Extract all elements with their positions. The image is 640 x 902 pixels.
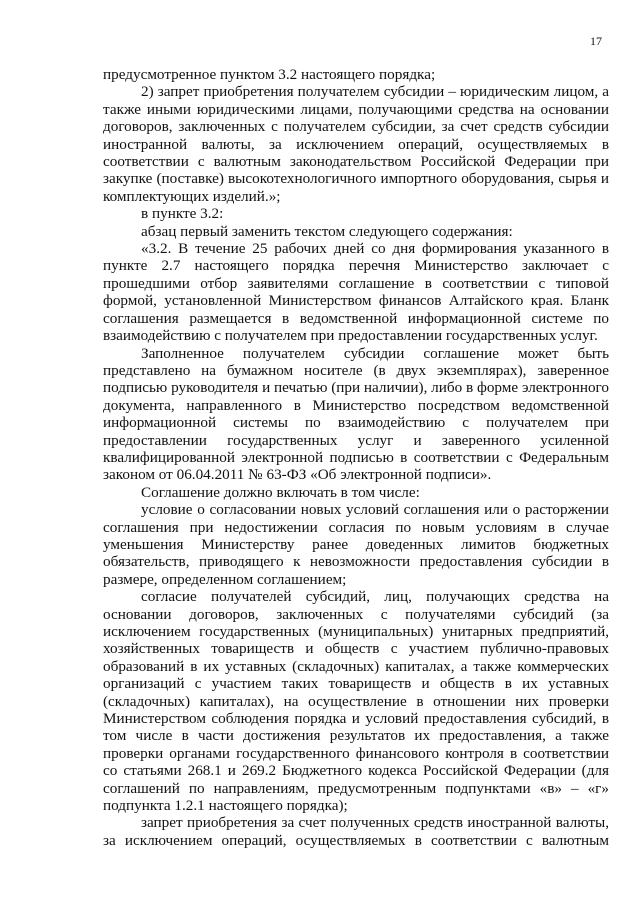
paragraph: абзац первый заменить текстом следующего содержания: — [141, 222, 513, 240]
paragraph: согласие получателей субсидий, лиц, получающих средства на основании договоров, заключенных с получателями субсидий (за исключением государственных (муниципальных) унитарных предприятий, хозяйственных товариществ и обществ с участием публично-правовых образований в их уставных (складочных) капиталах, а также коммерческих организаций с участием таких товариществ и обществ в их уставных (складочных) капиталах), на осуществление в отношении них проверки Министерством соблюдения порядка и условий предоставления субсидий, в том числе в части достижения результатов их предоставления, а также проверки органами государственного финансового контроля в соответствии со статьями 268.1 и 269.2 Бюджетного кодекса Российской Федерации (для соглашений по направлениям, предусмотренным подпунктами «в» – «г» подпункта 1.2.1 настоящего порядка); — [103, 588, 609, 815]
paragraph: Заполненное получателем субсидии соглашение может быть представлено на бумажном носителе (в двух экземплярах), заверенное подписью руководителя и печатью (при наличии), либо в форме электронного документа, направленного в Министерство посредством ведомственной информационной системы по взаимодействию с получателем при предоставлении государственных услуг и заверенного усиленной квалифицированной электронной подписью в соответствии с Федеральным законом от 06.04.2011 № 63-ФЗ «Об электронной подписи». — [103, 344, 609, 484]
document-body — [103, 66, 609, 849]
paragraph: запрет приобретения за счет полученных средств иностранной валюты, за исключением операций, осуществляемых в соответствии с валютным — [103, 814, 609, 849]
paragraph: условие о согласовании новых условий соглашения или о расторжении соглашения при недостижении согласия по новым условиям в случае уменьшения Министерству ранее доведенных лимитов бюджетных обязательств, приводящего к невозможности предоставления субсидии в размере, определенном соглашением; — [103, 501, 609, 588]
page-number: 17 — [590, 34, 602, 48]
paragraph: в пункте 3.2: — [141, 205, 224, 223]
paragraph: предусмотренное пунктом 3.2 настоящего порядка; — [103, 66, 436, 83]
paragraph: 2) запрет приобретения получателем субсидии – юридическим лицом, а также иными юридическими лицами, получающими средства на основании договоров, заключенных с получателем субсидии, за счет средств субсидии иностранной валюты, за исключением операций, осуществляемых в соответствии с валютным законодательством Российской Федерации при закупке (поставке) высокотехнологичного импортного оборудования, сырья и комплектующих изделий.»; — [103, 83, 609, 205]
paragraph: «3.2. В течение 25 рабочих дней со дня формирования указанного в пункте 2.7 настоящего порядка перечня Министерство заключает с прошедшими отбор заявителями соглашение в соответствии с типовой формой, установленной Министерством финансов Алтайского края. Бланк соглашения размещается в ведомственной информационной системе по взаимодействию с получателем при предоставлении государственных услуг. — [103, 240, 609, 345]
paragraph: Соглашение должно включать в том числе: — [141, 483, 420, 501]
